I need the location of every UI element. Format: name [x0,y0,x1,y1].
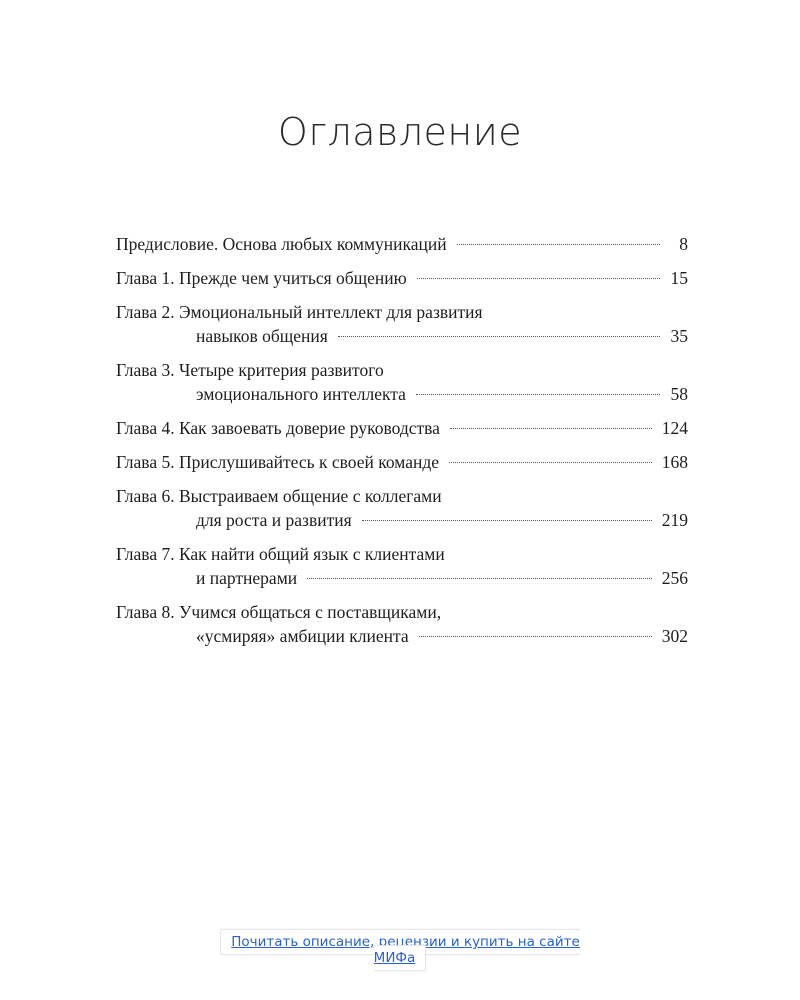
toc-entry-chapter-4[interactable] [116,416,688,440]
dot-leader [416,394,660,395]
toc-entry-chapter-7[interactable] [116,542,688,590]
dot-leader [449,462,652,463]
toc-entry-chapter-6[interactable] [116,484,688,532]
toc-entry-title: Глава 5. Прислушивайтесь к своей команде [116,452,440,472]
toc-entry-title-continued: «усмиряя» амбиции клиента [196,626,409,646]
toc-entry-title: Глава 2. Эмоциональный интеллект для развития [116,302,483,322]
dot-leader [362,520,652,521]
toc-entry-title: Глава 6. Выстраиваем общение с коллегами [116,486,442,506]
toc-page-number: 58 [670,384,688,404]
toc-entry-chapter-5[interactable] [116,450,688,474]
dot-leader [307,578,652,579]
toc-entry-title: Предисловие. Основа любых коммуникаций [116,234,447,254]
dot-leader [419,636,652,637]
page-title: Оглавление [277,110,523,154]
toc-page-number: 8 [679,234,688,254]
dot-leader [338,336,660,337]
toc-page-number: 302 [661,626,688,646]
table-of-contents [116,232,688,658]
toc-page-number: 168 [661,452,688,472]
footer [200,934,600,966]
toc-page-number: 256 [661,568,688,588]
toc-entry-title-continued: и партнерами [196,568,298,588]
toc-entry-title: Глава 1. Прежде чем учиться общению [116,268,407,288]
toc-entry-title: Глава 3. Четыре критерия развитого [116,360,384,380]
toc-entry-chapter-1[interactable] [116,266,688,290]
dot-leader [450,428,652,429]
dot-leader [457,244,660,245]
toc-entry-chapter-3[interactable] [116,358,688,406]
toc-page-number: 219 [661,510,688,530]
toc-page-number: 35 [670,326,688,346]
toc-entry-preface[interactable] [116,232,688,256]
dot-leader [417,278,660,279]
toc-page-number: 124 [661,418,688,438]
toc-entry-title-continued: для роста и развития [196,510,352,530]
toc-page-number: 15 [670,268,688,288]
toc-entry-title: Глава 7. Как найти общий язык с клиентами [116,544,445,564]
toc-entry-title: Глава 4. Как завоевать доверие руководства [116,418,440,438]
toc-entry-title-continued: эмоционального интеллекта [196,384,406,404]
toc-entry-title: Глава 8. Учимся общаться с поставщиками, [116,602,442,622]
toc-entry-title-continued: навыков общения [196,326,328,346]
toc-entry-chapter-8[interactable] [116,600,688,648]
buy-on-site-link[interactable]: Почитать описание, рецензии и купить на сайте МИФа [220,929,580,971]
toc-entry-chapter-2[interactable] [116,300,688,348]
